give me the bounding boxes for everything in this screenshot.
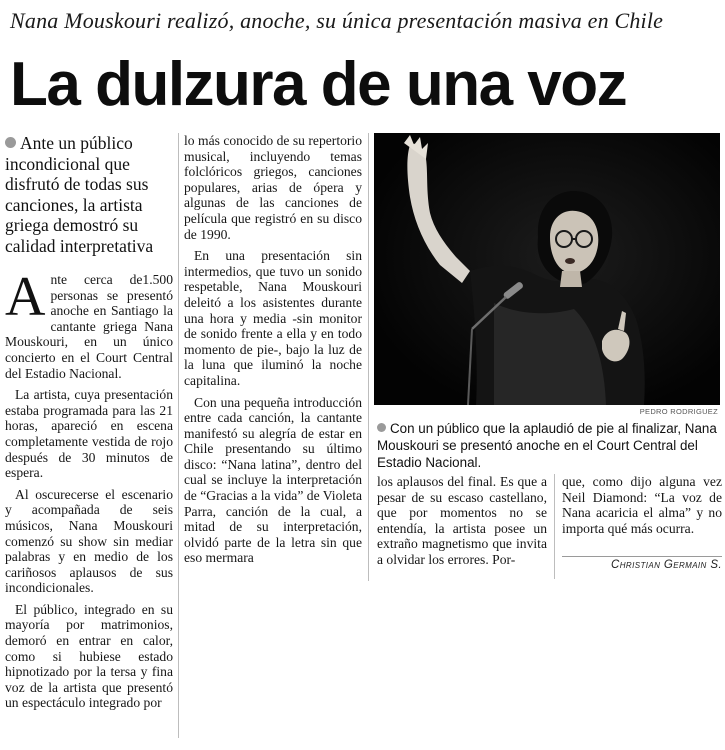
body-paragraph: Con una pequeña introducción entre cada canción, la cantante manifestó su alegría de estar en Chile presentando su último disco: “Nana latina”, dentro del cual se incluye la interpretación de “Gracias a la vida” de Violeta Parra, canción de la cual, a mitad de su interpretación, olvidó parte de la letra sin que eso mermara xyxy=(184,394,362,566)
caption-text: Con un público que la aplaudió de pie al finalizar, Nana Mouskouri se presentó anoche en el Court Central del Estadio Nacional. xyxy=(377,421,717,470)
body-paragraph: El público, integrado en su mayoría por matrimonios, demoró en entrar en calor, como si hubiese estado hipnotizado por la tersa y fina voz de la artista que presentó un espectáculo integrado por xyxy=(5,601,173,711)
article-deck xyxy=(5,133,173,256)
body-paragraph: que, como dijo alguna vez Neil Diamond: “La voz de Nana acaricia el alma” y no importa qué más ocurra. xyxy=(562,474,722,536)
bullet-dot-icon xyxy=(377,423,386,432)
lead-paragraph xyxy=(5,266,173,381)
article-kicker: Nana Mouskouri realizó, anoche, su única presentación masiva en Chile xyxy=(10,8,664,33)
article-column-3 xyxy=(377,474,547,579)
body-paragraph: los aplausos del final. Es que a pesar de su escaso castellano, que por momentos no se entendía, la artista posee un extraño magnetismo que invita a olvidar los errores. Por- xyxy=(377,474,547,567)
article-column-1 xyxy=(5,133,173,745)
body-paragraph: En una presentación sin intermedios, que tuvo un sonido respetable, Nana Mouskouri deleitó a los asistentes durante una hora y media -sin monitor de sonido frente a ella y en todo momento de pie-, bajo la luz de la luna que iluminó la noche capitalina. xyxy=(184,248,362,388)
photo-credit: PEDRO RODRIGUEZ xyxy=(639,407,718,416)
column-divider xyxy=(554,474,555,579)
column-divider xyxy=(178,133,179,738)
photo-caption xyxy=(377,420,717,471)
singer-photo xyxy=(374,133,720,405)
singer-photo-image xyxy=(374,133,720,405)
body-paragraph: Al oscurecerse el escenario y acompañada de seis músicos, Nana Mouskouri comenzó su show sin mediar palabras y en medio de los cariñosos aplausos de sus incondicionales. xyxy=(5,486,173,596)
article-byline: Christian Germain S. xyxy=(611,559,722,571)
body-paragraph: lo más conocido de su repertorio musical, incluyendo temas folclóricos griegos, canciones populares, arias de ópera y algunas de las canciones de película que registró en su disco de 1990. xyxy=(184,133,362,242)
article-column-2 xyxy=(184,133,362,581)
deck-text: Ante un público incondicional que disfrutó de todas sus canciones, la artista griega demostró su calidad interpretativa xyxy=(5,133,154,256)
lead-text: nte cerca de1.500 personas se presentó anoche en Santiago la cantante griega Nana Mouskouri, en un único concierto en el Court Central del Estadio Nacional. xyxy=(5,272,173,381)
drop-cap: A xyxy=(5,266,46,328)
body-paragraph: La artista, cuya presentación estaba programada para las 21 horas, apareció en escena completamente vestida de rojo después de 30 minutos de espera. xyxy=(5,387,173,481)
column-divider xyxy=(368,133,369,581)
article-headline: La dulzura de una voz xyxy=(10,50,627,119)
article-column-4 xyxy=(562,474,722,559)
bullet-dot-icon xyxy=(5,137,16,148)
byline-divider xyxy=(562,556,722,557)
